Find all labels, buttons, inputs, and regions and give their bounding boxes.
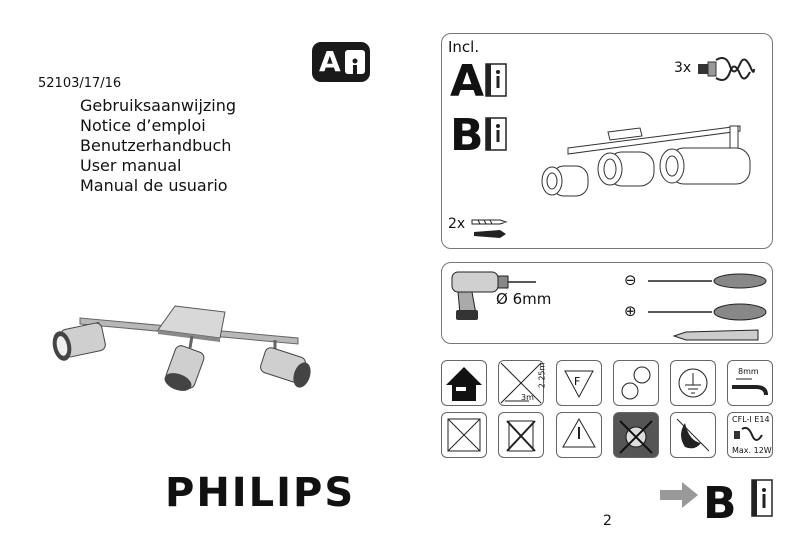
arrow-right-icon [660,480,700,510]
f-mark-icon [556,360,602,406]
svg-text:F: F [574,375,581,388]
item-a-letter: A [450,56,485,107]
language-spanish: Manual de usuario [80,176,228,195]
no-bathroom-icon [441,412,487,458]
phillips-screwdriver-icon [646,302,768,322]
language-french: Notice d’emploi [80,116,206,135]
info-book-icon [345,50,365,74]
distance-label: 3m [521,393,534,402]
strip-length-label: 8mm [738,367,759,376]
screw-quantity: 2x [448,216,466,232]
included-title: Incl. [448,38,480,56]
bulb-type-label: CFL-I E14 [732,415,770,424]
no-dimmer-icon [498,412,544,458]
manual-b-book-icon [484,116,508,152]
mounting-distance-icon [498,360,547,406]
spotlight-product-image [40,290,320,410]
model-number: 52103/17/16 [38,76,122,91]
manual-a-book-icon [484,62,508,98]
warning-hot-icon [556,412,602,458]
no-cover-icon [613,412,659,458]
next-step-letter: B [703,478,737,529]
cfl-bulb-icon [696,52,758,86]
earth-ground-icon [670,360,716,406]
brand-logo: PHILIPS [165,470,356,516]
language-english: User manual [80,156,182,175]
badge-letter: A [319,45,341,78]
item-b-letter: B [450,110,484,161]
flat-screwdriver-symbol: ⊖ [624,271,637,289]
manual-badge [312,42,370,82]
drill-bit-size: Ø 6mm [496,290,552,308]
wire-strip-icon [727,360,773,406]
page-number: 2 [603,513,612,529]
bulb-max-label: Max. 12W [732,446,772,455]
language-german: Benutzerhandbuch [80,136,232,155]
flat-screwdriver-icon [646,272,768,290]
phillips-screwdriver-symbol: ⊕ [624,302,637,320]
indoor-use-icon [441,360,487,406]
bulb-spec-icon [727,412,773,458]
language-dutch: Gebruiksaanwijzing [80,96,237,115]
height-label: 2.25m [537,362,547,389]
manual-b-next-icon [750,478,774,518]
fixture-drawing [530,118,752,208]
pencil-icon [672,328,762,342]
screw-and-plug-icon [470,212,510,242]
bulb-quantity: 3x [674,60,692,76]
no-insulation-icon [670,412,716,458]
lamp-clearance-icon [613,360,659,406]
